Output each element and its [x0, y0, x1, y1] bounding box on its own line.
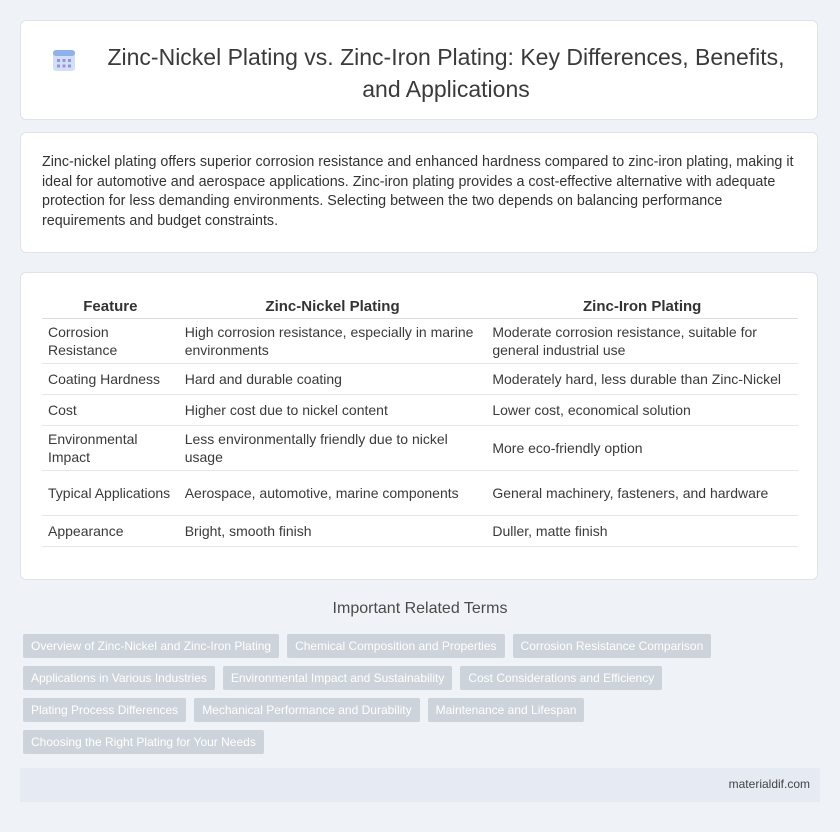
- table-row: [42, 516, 798, 547]
- cell-zinc-iron: Moderately hard, less durable than Zinc-Nickel: [486, 364, 798, 395]
- related-term-tag[interactable]: Plating Process Differences: [23, 698, 186, 722]
- related-term-tag[interactable]: Maintenance and Lifespan: [428, 698, 585, 722]
- tag-row: [23, 634, 813, 658]
- calendar-icon: [51, 47, 77, 73]
- comparison-card: [20, 272, 818, 580]
- related-terms-title: Important Related Terms: [332, 600, 508, 617]
- cell-zinc-iron: General machinery, fasteners, and hardware: [486, 471, 798, 516]
- related-term-tag[interactable]: Mechanical Performance and Durability: [194, 698, 419, 722]
- cell-zinc-iron: Lower cost, economical solution: [486, 395, 798, 426]
- cell-feature: Appearance: [42, 516, 179, 547]
- cell-zinc-iron: Duller, matte finish: [486, 516, 798, 547]
- related-term-tag[interactable]: Choosing the Right Plating for Your Needs: [23, 730, 264, 754]
- table-header-row: [42, 295, 798, 319]
- table-row: [42, 319, 798, 364]
- cell-zinc-nickel: Aerospace, automotive, marine components: [179, 471, 487, 516]
- header-zinc-iron: Zinc-Iron Plating: [486, 295, 798, 319]
- header-feature: Feature: [42, 295, 179, 319]
- table-row: [42, 426, 798, 471]
- table-row: [42, 364, 798, 395]
- cell-zinc-iron: More eco-friendly option: [486, 426, 798, 471]
- cell-zinc-iron: Moderate corrosion resistance, suitable for general industrial use: [486, 319, 798, 364]
- cell-feature: Typical Applications: [42, 471, 179, 516]
- title-card: [20, 20, 818, 120]
- header-zinc-nickel: Zinc-Nickel Plating: [179, 295, 487, 319]
- tag-row: [23, 666, 813, 690]
- page-title: Zinc-Nickel Plating vs. Zinc-Iron Plating: Key Differences, Benefits, and Applications: [107, 44, 785, 102]
- comparison-table: [42, 295, 798, 547]
- related-term-tag[interactable]: Overview of Zinc-Nickel and Zinc-Iron Plating: [23, 634, 279, 658]
- related-term-tag[interactable]: Corrosion Resistance Comparison: [513, 634, 712, 658]
- footer-site[interactable]: materialdif.com: [728, 777, 810, 791]
- related-term-tag[interactable]: Applications in Various Industries: [23, 666, 215, 690]
- cell-feature: Corrosion Resistance: [42, 319, 179, 364]
- related-term-tag[interactable]: Environmental Impact and Sustainability: [223, 666, 452, 690]
- cell-zinc-nickel: Bright, smooth finish: [179, 516, 487, 547]
- table-row: [42, 395, 798, 426]
- cell-feature: Environmental Impact: [42, 426, 179, 471]
- tag-row: [23, 698, 813, 722]
- summary-card: [20, 132, 818, 253]
- related-term-tag[interactable]: Chemical Composition and Properties: [287, 634, 504, 658]
- cell-zinc-nickel: Higher cost due to nickel content: [179, 395, 487, 426]
- cell-zinc-nickel: High corrosion resistance, especially in marine environments: [179, 319, 487, 364]
- related-term-tag[interactable]: Cost Considerations and Efficiency: [460, 666, 662, 690]
- tag-row: [23, 730, 813, 754]
- footer: [20, 768, 820, 802]
- summary-text: Zinc-nickel plating offers superior corrosion resistance and enhanced hardness compared to zinc-iron plating, making it ideal for automotive and aerospace applications. Zinc-iron plating provides a cost-effective alternative with adequate protection for less demanding environments. Selecting between the two depends on balancing performance requirements and budget constraints.: [42, 154, 794, 229]
- table-row: [42, 471, 798, 516]
- cell-feature: Coating Hardness: [42, 364, 179, 395]
- cell-zinc-nickel: Less environmentally friendly due to nickel usage: [179, 426, 487, 471]
- cell-zinc-nickel: Hard and durable coating: [179, 364, 487, 395]
- cell-feature: Cost: [42, 395, 179, 426]
- related-terms-list: [23, 634, 813, 762]
- title-wrap: [51, 41, 797, 105]
